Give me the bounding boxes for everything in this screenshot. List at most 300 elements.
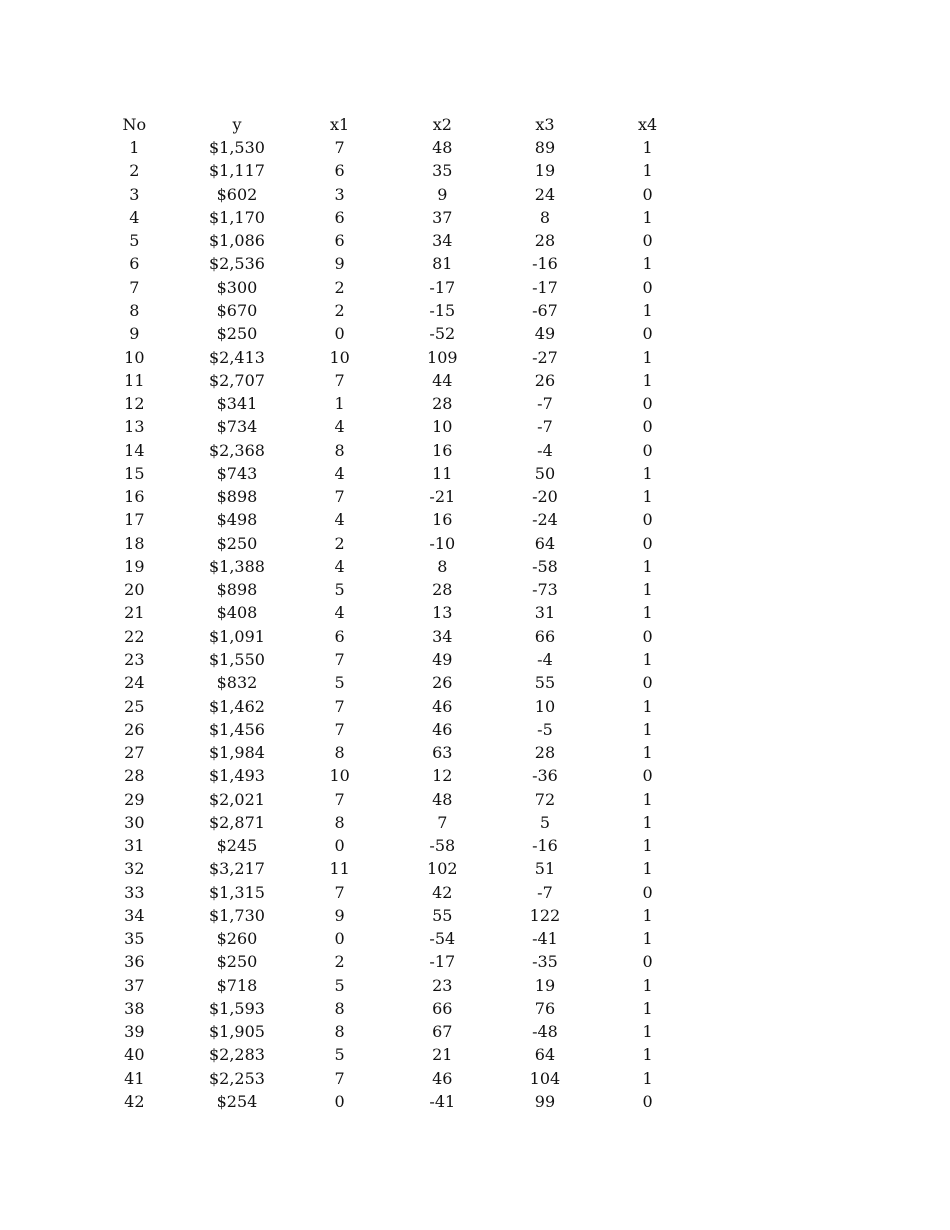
cell-x4: 1 bbox=[642, 649, 653, 669]
cell-x1: 2 bbox=[334, 952, 345, 972]
table-row bbox=[83, 601, 699, 624]
cell-x4: 0 bbox=[642, 324, 653, 344]
cell-no: 25 bbox=[124, 696, 145, 716]
table-row bbox=[83, 438, 699, 461]
cell-x3: 24 bbox=[534, 184, 556, 204]
cell-x2: 42 bbox=[432, 882, 453, 902]
cell-x4: 1 bbox=[642, 254, 653, 274]
cell-x1: 2 bbox=[334, 277, 345, 297]
cell-x2: 44 bbox=[432, 370, 453, 390]
cell-x4: 1 bbox=[642, 1045, 653, 1065]
cell-x2: 37 bbox=[432, 207, 453, 227]
cell-x3: -16 bbox=[532, 254, 558, 274]
table-row bbox=[83, 136, 699, 159]
cell-x1: 7 bbox=[334, 719, 345, 739]
cell-x1: 4 bbox=[334, 556, 345, 576]
cell-x3: -35 bbox=[532, 952, 558, 972]
table-row bbox=[83, 1043, 699, 1066]
cell-x1: 0 bbox=[334, 1092, 345, 1112]
cell-no: 10 bbox=[124, 347, 145, 367]
cell-x2: -17 bbox=[429, 952, 456, 972]
cell-no: 30 bbox=[124, 812, 145, 832]
cell-x4: 0 bbox=[642, 440, 653, 460]
cell-x2: 8 bbox=[437, 556, 448, 576]
table-row bbox=[83, 857, 699, 880]
table-row bbox=[83, 1067, 699, 1090]
cell-x1: 6 bbox=[334, 231, 345, 251]
cell-y: $1,170 bbox=[208, 207, 265, 227]
cell-x1: 7 bbox=[334, 789, 345, 809]
cell-x3: 76 bbox=[534, 998, 556, 1018]
cell-y: $898 bbox=[216, 580, 258, 600]
cell-x4: 1 bbox=[642, 975, 653, 995]
cell-x3: -67 bbox=[532, 300, 558, 320]
cell-y: $2,283 bbox=[208, 1045, 265, 1065]
table-row bbox=[83, 881, 699, 904]
cell-x4: 0 bbox=[642, 394, 653, 414]
cell-y: $250 bbox=[216, 324, 258, 344]
cell-no: 7 bbox=[129, 277, 140, 297]
cell-x3: 50 bbox=[534, 463, 556, 483]
cell-x4: 1 bbox=[642, 463, 653, 483]
cell-x4: 1 bbox=[642, 929, 653, 949]
cell-x2: 11 bbox=[432, 463, 453, 483]
cell-x2: -21 bbox=[429, 487, 456, 507]
cell-x3: -7 bbox=[537, 417, 553, 437]
cell-x4: 1 bbox=[642, 138, 653, 158]
table-row bbox=[83, 997, 699, 1020]
cell-x2: 7 bbox=[437, 812, 448, 832]
cell-x3: -5 bbox=[537, 719, 553, 739]
table-row bbox=[83, 974, 699, 997]
cell-x4: 1 bbox=[642, 836, 653, 856]
cell-x4: 1 bbox=[642, 580, 653, 600]
cell-x4: 1 bbox=[642, 719, 653, 739]
cell-y: $408 bbox=[216, 603, 258, 623]
cell-no: 31 bbox=[124, 836, 145, 856]
cell-y: $1,593 bbox=[208, 998, 265, 1018]
table-row bbox=[83, 462, 699, 485]
cell-x3: 89 bbox=[534, 138, 556, 158]
cell-x3: 72 bbox=[534, 789, 556, 809]
cell-x3: 19 bbox=[534, 161, 556, 181]
cell-x1: 9 bbox=[334, 254, 345, 274]
cell-x3: -24 bbox=[532, 510, 558, 530]
cell-no: 16 bbox=[124, 487, 145, 507]
cell-y: $718 bbox=[216, 975, 258, 995]
cell-x4: 1 bbox=[642, 603, 653, 623]
cell-x2: 13 bbox=[432, 603, 453, 623]
cell-x1: 5 bbox=[334, 580, 345, 600]
cell-x3: -48 bbox=[532, 1022, 558, 1042]
cell-y: $1,730 bbox=[208, 905, 265, 925]
cell-y: $254 bbox=[216, 1092, 258, 1112]
cell-no: 14 bbox=[124, 440, 145, 460]
cell-y: $1,462 bbox=[208, 696, 265, 716]
cell-y: $498 bbox=[216, 510, 258, 530]
table-row bbox=[83, 904, 699, 927]
cell-no: 6 bbox=[129, 254, 140, 274]
cell-x4: 1 bbox=[642, 696, 653, 716]
cell-x2: -15 bbox=[429, 300, 456, 320]
cell-x3: -16 bbox=[532, 836, 558, 856]
cell-no: 19 bbox=[124, 556, 145, 576]
cell-x2: 55 bbox=[432, 905, 453, 925]
cell-no: 24 bbox=[124, 673, 145, 693]
cell-x2: 26 bbox=[432, 673, 453, 693]
table-row bbox=[83, 508, 699, 531]
cell-x2: 66 bbox=[432, 998, 453, 1018]
cell-x2: 67 bbox=[432, 1022, 453, 1042]
cell-x1: 11 bbox=[329, 859, 350, 879]
cell-x3: 122 bbox=[529, 905, 561, 925]
cell-x1: 7 bbox=[334, 649, 345, 669]
cell-no: 21 bbox=[124, 603, 145, 623]
cell-no: 26 bbox=[124, 719, 145, 739]
table-row bbox=[83, 950, 699, 973]
cell-no: 36 bbox=[124, 952, 145, 972]
cell-no: 27 bbox=[124, 743, 145, 763]
cell-no: 29 bbox=[124, 789, 145, 809]
cell-x2: 34 bbox=[432, 231, 453, 251]
column-header-x3: x3 bbox=[535, 114, 555, 134]
cell-y: $2,871 bbox=[208, 812, 265, 832]
cell-x2: 34 bbox=[432, 626, 453, 646]
cell-no: 34 bbox=[124, 905, 145, 925]
cell-x3: -36 bbox=[532, 766, 558, 786]
cell-no: 41 bbox=[124, 1068, 145, 1088]
table-row bbox=[83, 276, 699, 299]
cell-no: 38 bbox=[124, 998, 145, 1018]
cell-y: $1,117 bbox=[208, 161, 265, 181]
cell-x3: 19 bbox=[534, 975, 556, 995]
cell-x1: 4 bbox=[334, 463, 345, 483]
cell-x1: 7 bbox=[334, 370, 345, 390]
cell-x3: -73 bbox=[532, 580, 558, 600]
table-row bbox=[83, 206, 699, 229]
cell-x2: 46 bbox=[432, 719, 453, 739]
cell-x1: 8 bbox=[334, 1022, 345, 1042]
cell-x4: 1 bbox=[642, 370, 653, 390]
cell-x4: 1 bbox=[642, 743, 653, 763]
cell-no: 1 bbox=[129, 138, 140, 158]
cell-x1: 10 bbox=[329, 347, 350, 367]
cell-no: 8 bbox=[129, 300, 140, 320]
cell-x1: 5 bbox=[334, 975, 345, 995]
cell-x4: 0 bbox=[642, 882, 653, 902]
cell-x1: 7 bbox=[334, 696, 345, 716]
cell-x2: -10 bbox=[429, 533, 456, 553]
cell-x3: -4 bbox=[537, 649, 553, 669]
cell-x1: 8 bbox=[334, 743, 345, 763]
cell-x1: 7 bbox=[334, 1068, 345, 1088]
cell-y: $341 bbox=[216, 394, 258, 414]
cell-x3: 55 bbox=[534, 673, 556, 693]
cell-x1: 6 bbox=[334, 626, 345, 646]
cell-x3: -17 bbox=[532, 277, 558, 297]
cell-x1: 8 bbox=[334, 812, 345, 832]
table-row bbox=[83, 322, 699, 345]
cell-x2: 109 bbox=[427, 347, 458, 367]
cell-x2: -52 bbox=[429, 324, 456, 344]
table-row bbox=[83, 1090, 699, 1113]
cell-x3: 49 bbox=[534, 324, 556, 344]
cell-x3: 28 bbox=[534, 231, 556, 251]
cell-x1: 2 bbox=[334, 533, 345, 553]
cell-x2: -54 bbox=[429, 929, 456, 949]
cell-y: $670 bbox=[216, 300, 258, 320]
cell-x3: 99 bbox=[534, 1092, 556, 1112]
table-row bbox=[83, 229, 699, 252]
cell-y: $1,086 bbox=[208, 231, 265, 251]
cell-y: $743 bbox=[216, 463, 258, 483]
cell-y: $1,905 bbox=[208, 1022, 265, 1042]
cell-x4: 1 bbox=[642, 1068, 653, 1088]
cell-x1: 3 bbox=[334, 184, 345, 204]
cell-y: $734 bbox=[216, 417, 258, 437]
cell-x1: 4 bbox=[334, 510, 345, 530]
cell-x3: 26 bbox=[534, 370, 556, 390]
table-row bbox=[83, 718, 699, 741]
cell-x4: 0 bbox=[642, 417, 653, 437]
cell-x4: 1 bbox=[642, 812, 653, 832]
table-row bbox=[83, 415, 699, 438]
table-header bbox=[83, 112, 699, 136]
cell-y: $260 bbox=[216, 929, 258, 949]
cell-y: $898 bbox=[216, 487, 258, 507]
cell-x2: 12 bbox=[432, 766, 453, 786]
cell-x3: -41 bbox=[532, 929, 558, 949]
cell-x2: 46 bbox=[432, 696, 453, 716]
table-row bbox=[83, 741, 699, 764]
cell-no: 37 bbox=[124, 975, 145, 995]
table-row bbox=[83, 834, 699, 857]
cell-y: $2,413 bbox=[208, 347, 265, 367]
cell-no: 33 bbox=[124, 882, 145, 902]
cell-no: 28 bbox=[124, 766, 145, 786]
cell-no: 5 bbox=[129, 231, 140, 251]
cell-x4: 0 bbox=[642, 766, 653, 786]
cell-x2: 46 bbox=[432, 1068, 453, 1088]
cell-x4: 0 bbox=[642, 510, 653, 530]
table-row bbox=[83, 787, 699, 810]
cell-no: 40 bbox=[124, 1045, 145, 1065]
cell-x4: 1 bbox=[642, 905, 653, 925]
cell-x1: 9 bbox=[334, 905, 345, 925]
cell-x4: 1 bbox=[642, 789, 653, 809]
cell-y: $1,456 bbox=[208, 719, 265, 739]
cell-y: $2,368 bbox=[208, 440, 265, 460]
column-header-no: No bbox=[122, 114, 147, 134]
cell-x1: 2 bbox=[334, 300, 345, 320]
cell-no: 22 bbox=[124, 626, 145, 646]
cell-x3: -20 bbox=[532, 487, 558, 507]
cell-x2: 21 bbox=[432, 1045, 453, 1065]
cell-x1: 8 bbox=[334, 440, 345, 460]
cell-y: $250 bbox=[216, 952, 258, 972]
cell-y: $1,550 bbox=[208, 649, 265, 669]
table-row bbox=[83, 369, 699, 392]
cell-x1: 0 bbox=[334, 836, 345, 856]
cell-x2: 63 bbox=[432, 743, 453, 763]
cell-y: $602 bbox=[216, 184, 258, 204]
cell-x1: 6 bbox=[334, 161, 345, 181]
cell-y: $300 bbox=[216, 277, 258, 297]
cell-x3: -4 bbox=[537, 440, 553, 460]
cell-x1: 7 bbox=[334, 487, 345, 507]
cell-x1: 5 bbox=[334, 1045, 345, 1065]
cell-x4: 0 bbox=[642, 277, 653, 297]
cell-no: 39 bbox=[124, 1022, 145, 1042]
cell-x2: 10 bbox=[432, 417, 453, 437]
table-row bbox=[83, 927, 699, 950]
cell-x1: 6 bbox=[334, 207, 345, 227]
cell-x4: 1 bbox=[642, 161, 653, 181]
cell-x1: 0 bbox=[334, 929, 345, 949]
cell-x4: 1 bbox=[642, 207, 653, 227]
cell-x2: -17 bbox=[429, 277, 456, 297]
cell-no: 12 bbox=[124, 394, 145, 414]
cell-no: 4 bbox=[129, 207, 140, 227]
cell-x3: 28 bbox=[534, 743, 556, 763]
cell-x1: 10 bbox=[329, 766, 350, 786]
column-header-x1: x1 bbox=[330, 114, 350, 134]
cell-no: 32 bbox=[124, 859, 145, 879]
table-row bbox=[83, 764, 699, 787]
table-row bbox=[83, 625, 699, 648]
cell-y: $1,493 bbox=[208, 766, 265, 786]
cell-x2: -41 bbox=[429, 1092, 456, 1112]
cell-no: 18 bbox=[124, 533, 145, 553]
cell-x1: 4 bbox=[334, 603, 345, 623]
cell-x4: 0 bbox=[642, 231, 653, 251]
cell-y: $2,536 bbox=[208, 254, 265, 274]
cell-no: 11 bbox=[124, 370, 145, 390]
cell-y: $2,021 bbox=[208, 789, 265, 809]
cell-x4: 0 bbox=[642, 1092, 653, 1112]
cell-x3: 64 bbox=[534, 1045, 556, 1065]
cell-x4: 0 bbox=[642, 626, 653, 646]
cell-no: 23 bbox=[124, 649, 145, 669]
table-row bbox=[83, 671, 699, 694]
cell-y: $1,388 bbox=[208, 556, 265, 576]
table-row bbox=[83, 159, 699, 182]
table-row bbox=[83, 252, 699, 275]
cell-x1: 8 bbox=[334, 998, 345, 1018]
cell-no: 17 bbox=[124, 510, 145, 530]
cell-x4: 1 bbox=[642, 300, 653, 320]
cell-no: 35 bbox=[124, 929, 145, 949]
cell-no: 15 bbox=[124, 463, 145, 483]
cell-x1: 4 bbox=[334, 417, 345, 437]
cell-x3: 64 bbox=[534, 533, 556, 553]
cell-x1: 1 bbox=[334, 394, 345, 414]
cell-x3: -7 bbox=[537, 882, 553, 902]
column-header-x4: x4 bbox=[638, 114, 658, 134]
cell-x2: 49 bbox=[432, 649, 453, 669]
cell-x2: 48 bbox=[432, 789, 453, 809]
cell-x3: 8 bbox=[539, 207, 551, 227]
cell-x2: -58 bbox=[429, 836, 456, 856]
cell-x4: 0 bbox=[642, 184, 653, 204]
table-body bbox=[83, 136, 699, 1113]
cell-x4: 0 bbox=[642, 673, 653, 693]
cell-x4: 0 bbox=[642, 533, 653, 553]
table-row bbox=[83, 578, 699, 601]
column-header-x2: x2 bbox=[432, 114, 452, 134]
cell-x3: 104 bbox=[529, 1068, 561, 1088]
cell-x1: 5 bbox=[334, 673, 345, 693]
cell-x2: 28 bbox=[432, 580, 453, 600]
cell-no: 42 bbox=[124, 1092, 145, 1112]
cell-x2: 16 bbox=[432, 440, 453, 460]
cell-no: 2 bbox=[129, 161, 140, 181]
table-row bbox=[83, 1020, 699, 1043]
cell-x4: 0 bbox=[642, 952, 653, 972]
cell-x3: -58 bbox=[532, 556, 558, 576]
cell-x3: 31 bbox=[534, 603, 556, 623]
cell-x4: 1 bbox=[642, 487, 653, 507]
cell-x3: -27 bbox=[532, 347, 558, 367]
cell-x3: 51 bbox=[534, 859, 556, 879]
cell-x2: 35 bbox=[432, 161, 453, 181]
cell-y: $245 bbox=[216, 836, 258, 856]
cell-x3: -7 bbox=[537, 394, 553, 414]
cell-y: $250 bbox=[216, 533, 258, 553]
cell-no: 3 bbox=[129, 184, 140, 204]
table-row bbox=[83, 345, 699, 368]
cell-x2: 9 bbox=[437, 184, 448, 204]
table-row bbox=[83, 811, 699, 834]
table-row bbox=[83, 392, 699, 415]
cell-no: 20 bbox=[124, 580, 145, 600]
cell-x3: 10 bbox=[534, 696, 556, 716]
cell-x4: 1 bbox=[642, 347, 653, 367]
table-row bbox=[83, 485, 699, 508]
data-table bbox=[83, 112, 699, 1113]
table-row bbox=[83, 648, 699, 671]
cell-x1: 0 bbox=[334, 324, 345, 344]
cell-x4: 1 bbox=[642, 1022, 653, 1042]
cell-y: $2,707 bbox=[208, 370, 265, 390]
table-row bbox=[83, 532, 699, 555]
cell-y: $1,091 bbox=[208, 626, 265, 646]
cell-x2: 48 bbox=[432, 138, 453, 158]
table-row bbox=[83, 694, 699, 717]
cell-x4: 1 bbox=[642, 998, 653, 1018]
cell-x1: 7 bbox=[334, 138, 345, 158]
cell-y: $2,253 bbox=[208, 1068, 265, 1088]
cell-y: $3,217 bbox=[208, 859, 265, 879]
cell-x2: 102 bbox=[427, 859, 458, 879]
cell-y: $1,984 bbox=[208, 743, 265, 763]
cell-x2: 28 bbox=[432, 394, 453, 414]
header-row bbox=[83, 112, 699, 136]
cell-y: $1,530 bbox=[208, 138, 265, 158]
cell-no: 9 bbox=[129, 324, 140, 344]
cell-x2: 16 bbox=[432, 510, 453, 530]
cell-x4: 1 bbox=[642, 859, 653, 879]
data-sheet bbox=[83, 112, 699, 1113]
cell-no: 13 bbox=[124, 417, 145, 437]
cell-x2: 81 bbox=[432, 254, 453, 274]
cell-x1: 7 bbox=[334, 882, 345, 902]
table-row bbox=[83, 183, 699, 206]
table-row bbox=[83, 555, 699, 578]
cell-y: $1,315 bbox=[208, 882, 265, 902]
cell-y: $832 bbox=[216, 673, 258, 693]
cell-x3: 66 bbox=[534, 626, 556, 646]
